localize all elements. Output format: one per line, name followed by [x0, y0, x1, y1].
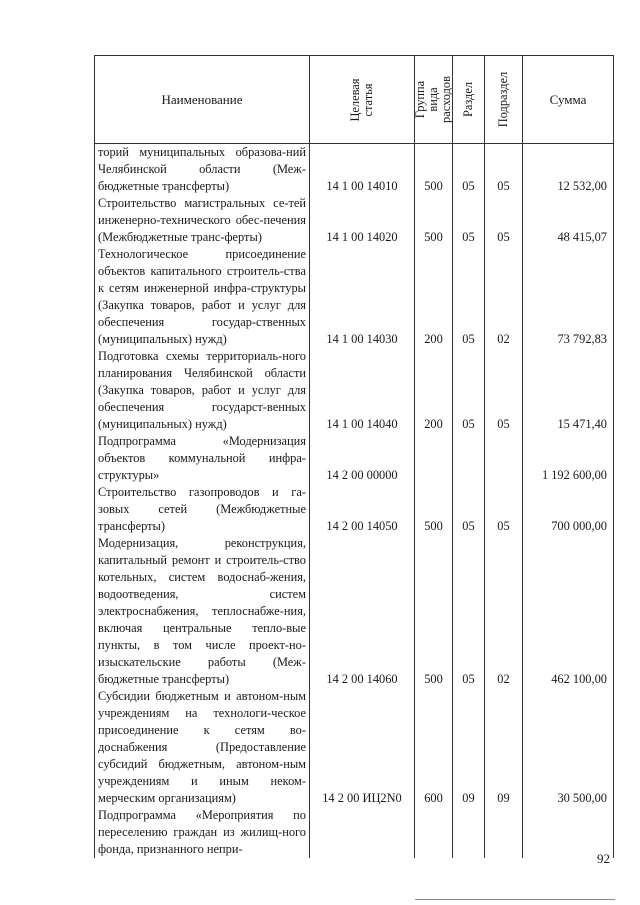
row-target: 14 2 00 14050 [310, 484, 415, 535]
header-name: Наименование [95, 56, 310, 144]
header-group: Группа вида расходов [415, 56, 453, 144]
row-section: 09 [453, 688, 485, 807]
row-group: 500 [415, 484, 453, 535]
row-subsection [485, 807, 523, 858]
row-name: Подпрограмма «Мероприятия по переселению граждан из жилищ-ного фонда, признанного непри- [95, 807, 310, 858]
row-subsection [485, 433, 523, 484]
budget-table [94, 55, 614, 858]
table-row [95, 433, 614, 484]
row-group [415, 807, 453, 858]
row-subsection: 05 [485, 195, 523, 246]
header-row [95, 56, 614, 144]
row-subsection: 09 [485, 688, 523, 807]
row-group: 600 [415, 688, 453, 807]
row-section: 05 [453, 195, 485, 246]
row-section: 05 [453, 348, 485, 433]
row-section: 05 [453, 144, 485, 196]
row-name: Субсидии бюджетным и автоном-ным учреждениям на технологи-ческое присоединение к сетям во-доснабжения (Предоставление субсидий бюджетным, автоном-ным учреждениям и иным неком-мерческим организациям) [95, 688, 310, 807]
row-subsection: 05 [485, 484, 523, 535]
row-group: 200 [415, 348, 453, 433]
row-name: Строительство магистральных се-тей инженерно-технического обес-печения (Межбюджетные транс-ферты) [95, 195, 310, 246]
table-row [95, 535, 614, 688]
row-section: 05 [453, 535, 485, 688]
row-target: 14 1 00 14010 [310, 144, 415, 196]
row-sum: 15 471,40 [523, 348, 614, 433]
row-subsection: 02 [485, 535, 523, 688]
header-target: Целевая статья [310, 56, 415, 144]
row-group: 500 [415, 195, 453, 246]
header-sum: Сумма [523, 56, 614, 144]
row-sum: 1 192 600,00 [523, 433, 614, 484]
row-target: 14 2 00 14060 [310, 535, 415, 688]
table-row [95, 348, 614, 433]
row-name: Строительство газопроводов и га-зовых сетей (Межбюджетные трансферты) [95, 484, 310, 535]
table-row [95, 195, 614, 246]
row-target: 14 1 00 14040 [310, 348, 415, 433]
row-name: Подпрограмма «Модернизация объектов коммунальной инфра-структуры» [95, 433, 310, 484]
row-target: 14 1 00 14020 [310, 195, 415, 246]
header-subsection: Подраздел [485, 56, 523, 144]
row-group: 200 [415, 246, 453, 348]
row-sum: 700 000,00 [523, 484, 614, 535]
row-section [453, 807, 485, 858]
row-group [415, 433, 453, 484]
header-section: Раздел [453, 56, 485, 144]
row-name: Подготовка схемы территориаль-ного планирования Челябинской области (Закупка товаров, работ и услуг для обеспечения государст-венных (муниципальных) нужд) [95, 348, 310, 433]
row-name: Модернизация, реконструкция, капитальный ремонт и строитель-ство котельных, систем водоснаб-жения, водоотведения, систем электроснабжения, теплоснабже-ния, включая центральные тепло-вые пункты, в том числе проект-но-изыскательские работы (Меж-бюджетные трансферты) [95, 535, 310, 688]
row-subsection: 02 [485, 246, 523, 348]
row-group: 500 [415, 144, 453, 196]
row-name: торий муниципальных образова-ний Челябинской области (Меж-бюджетные трансферты) [95, 144, 310, 196]
row-target: 14 2 00 ИЦ2N0 [310, 688, 415, 807]
row-subsection: 05 [485, 348, 523, 433]
page-number: 92 [597, 851, 610, 866]
table-row [95, 484, 614, 535]
table-row [95, 144, 614, 196]
table-row [95, 807, 614, 858]
row-subsection: 05 [485, 144, 523, 196]
table-row [95, 688, 614, 807]
row-section: 05 [453, 246, 485, 348]
row-section: 05 [453, 484, 485, 535]
row-section [453, 433, 485, 484]
row-group: 500 [415, 535, 453, 688]
row-name: Технологическое присоединение объектов капитального строитель-ства к сетям инженерной инфра-структуры (Закупка товаров, работ и услуг для обеспечения государ-ственных (муниципальных) нужд) [95, 246, 310, 348]
row-sum: 12 532,00 [523, 144, 614, 196]
row-target [310, 807, 415, 858]
row-target: 14 1 00 14030 [310, 246, 415, 348]
row-sum: 73 792,83 [523, 246, 614, 348]
row-sum: 462 100,00 [523, 535, 614, 688]
bottom-rule [415, 899, 615, 900]
row-target: 14 2 00 00000 [310, 433, 415, 484]
row-sum: 30 500,00 [523, 688, 614, 807]
table-row [95, 246, 614, 348]
row-sum: 48 415,07 [523, 195, 614, 246]
